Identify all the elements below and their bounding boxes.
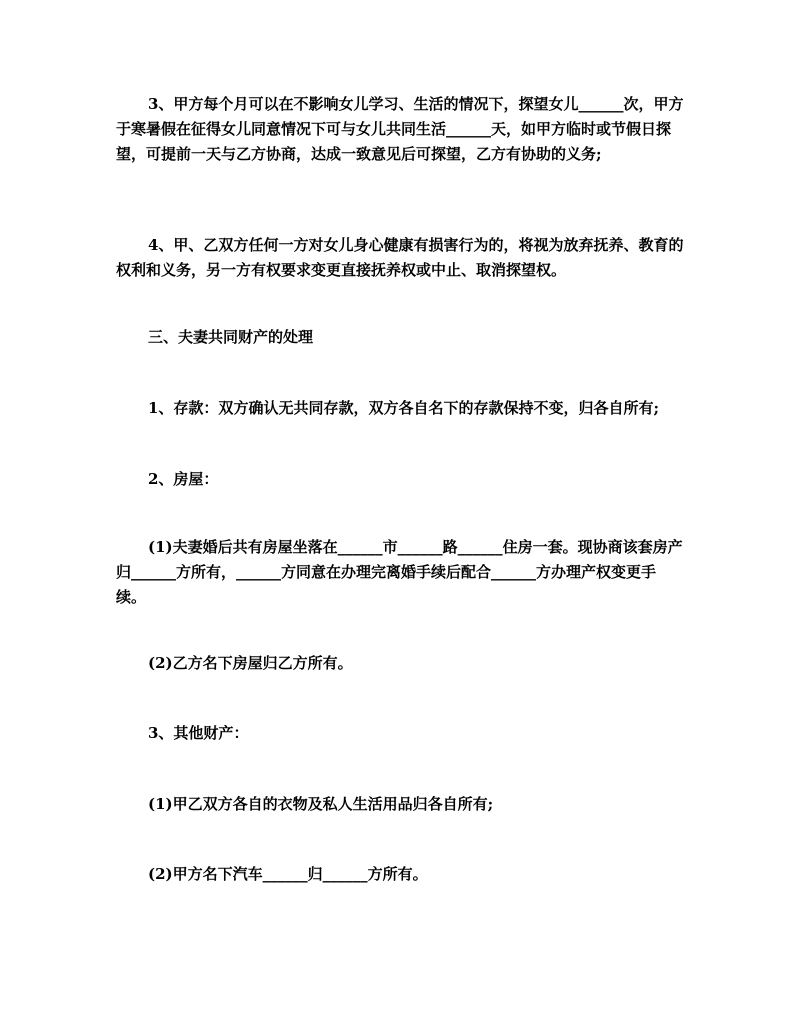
paragraph-party-b-house: (2)乙方名下房屋归乙方所有。 — [148, 654, 353, 672]
paragraph-other-property-heading: 3、其他财产： — [148, 724, 249, 742]
paragraph-personal-items: (1)甲乙双方各自的衣物及私人生活用品归各自所有; — [148, 795, 494, 813]
paragraph-savings: 1、存款：双方确认无共同存款，双方各自名下的存款保持不变，归各自所有; — [148, 399, 659, 417]
paragraph-car: (2)甲方名下汽车______归______方所有。 — [148, 865, 428, 883]
section-heading-joint-property: 三、夫妻共同财产的处理 — [148, 328, 314, 346]
paragraph-shared-house: (1)夫妻婚后共有房屋坐落在______市______路______住房一套。现协商该套房产归______方所有，______方同意在办理完离婚手续后配合______方办理产权变更手续。 — [116, 538, 683, 606]
paragraph-harm-clause: 4、甲、乙双方任何一方对女儿身心健康有损害行为的，将视为放弃抚养、教育的权利和义务，另一方有权要求变更直接抚养权或中止、取消探望权。 — [116, 236, 684, 279]
paragraph-visitation-rights: 3、甲方每个月可以在不影响女儿学习、生活的情况下，探望女儿______次，甲方于寒暑假在征得女儿同意情况下可与女儿共同生活______天，如甲方临时或节假日探望，可提前一天与乙方协商，达成一致意见后可探望，乙方有协助的义务; — [116, 95, 684, 163]
paragraph-housing-heading: 2、房屋： — [148, 470, 219, 488]
